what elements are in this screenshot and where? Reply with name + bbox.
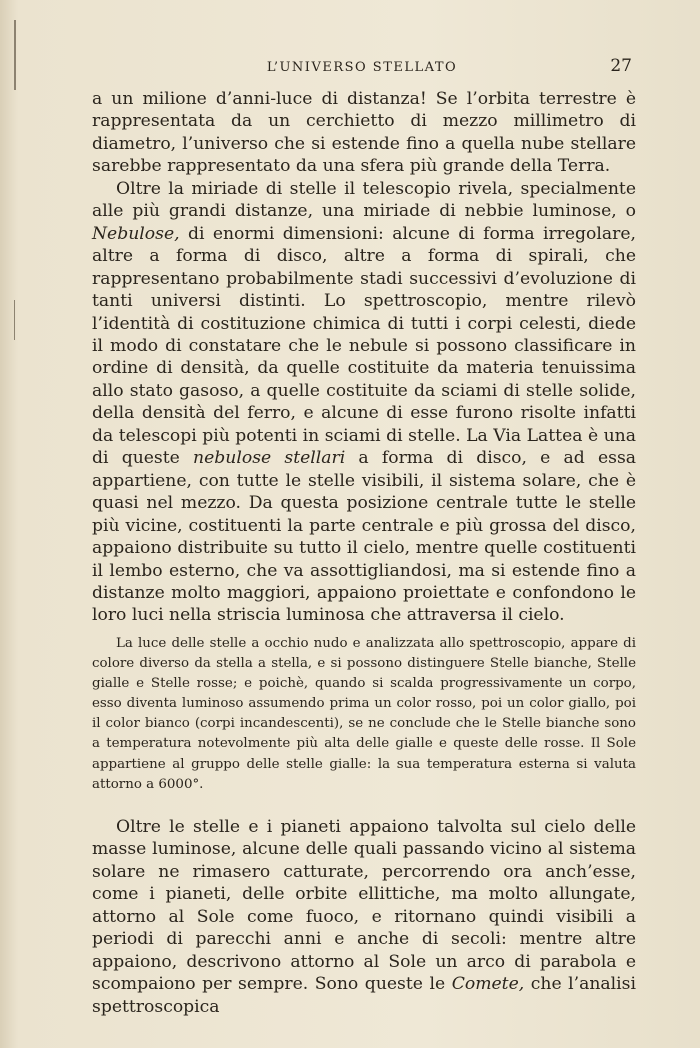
paragraph-3-text: Oltre le stelle e i pianeti appaiono talvolta sul cielo delle masse luminose, alcune delle quali passando vicino al sistema solare ne rimasero catturate, percorrendo ora anch’esse, come i pianeti, delle orbite ellittiche, ma molto allungate, attorno al Sole come fuoco, e ritornano quindi visibili a periodi di parecchi anni e anche di secoli: mentre altre appaiono, descrivono attorno al Sole un arco di parabola e scompaiono per sempre. Sono queste le xyxy=(92,817,636,995)
main-text xyxy=(92,88,636,627)
paragraph-2 xyxy=(92,178,636,627)
paragraph-2-text: a forma di disco, e ad essa appartiene, con tutte le stelle visibili, il sistema solare, che è quasi nel mezzo. Da questa posizione centrale tutte le stelle più vicine, costituenti la parte centrale e più grossa del disco, appaiono distribuite su tutto il cielo, mentre quelle costituenti il lembo esterno, che va assottigliandosi, ma si estende fino a distanze molto maggiori, appaiono proiettate e confondono le loro luci nella striscia luminosa che attraversa il cielo. xyxy=(92,448,637,626)
binding-edge-mark xyxy=(14,300,15,340)
page-number: 27 xyxy=(610,56,632,76)
term-comete: Comete, xyxy=(451,974,525,995)
paragraph-3 xyxy=(92,816,636,1018)
term-nebulose: Nebulose, xyxy=(92,223,180,244)
note-text: La luce delle stelle a occhio nudo e analizzata allo spettroscopio, appare di colore diverso da stella a stella, e si possono distinguere Stelle bianche, Stelle gialle e Stelle rosse; e poichè, quando si scalda progressivamente un corpo, esso diventa luminoso assumendo prima un color rosso, poi un color giallo, poi il color bianco (corpi incandescenti), se ne conclude che le Stelle bianche sono a temperatura notevolmente più alta delle gialle e queste delle rosse. Il Sole appartiene al gruppo delle stelle gialle: la sua temperatura esterna si valuta attorno a 6000°. xyxy=(92,636,636,792)
binding-edge-mark xyxy=(14,20,16,90)
term-nebulose-stellari: nebulose stellari xyxy=(193,448,346,469)
paragraph-3-text: che l’analisi spettroscopica xyxy=(92,974,636,1017)
paragraph-2-text: di enormi dimensioni: alcune di forma irregolare, altre a forma di disco, altre a forma di spirali, che rappresentano probabilmente stadi successivi d’evoluzione di tanti universi distinti. Lo spettroscopio, mentre rilevò l’identità di costituzione chimica di tutti i corpi celesti, diede il modo di constatare che le nebule si possono classificare in ordine di densità, da quelle costituite da materia tenuissima allo stato gasoso, a quelle costituite da sciami di stelle solide, della densità del ferro, e alcune di esse furono risolte infatti da telescopi più potenti in sciami di stelle. La Via Lattea è una di queste xyxy=(92,223,636,469)
small-print-note xyxy=(92,634,636,795)
page-header xyxy=(92,56,632,80)
paragraph-1: a un milione d’anni-luce di distanza! Se l’orbita terrestre è rappresentata da un cerchietto di mezzo millimetro di diametro, l’universo che si estende fino a quella nube stellare sarebbe rappresentato da una sfera più grande della Terra. xyxy=(92,89,636,177)
running-title: L’UNIVERSO STELLATO xyxy=(266,60,458,75)
main-text-continued xyxy=(92,816,636,1018)
paragraph-2-text: Oltre la miriade di stelle il telescopio rivela, specialmente alle più grandi distanze, una miriade di nebbie luminose, o xyxy=(92,178,636,222)
